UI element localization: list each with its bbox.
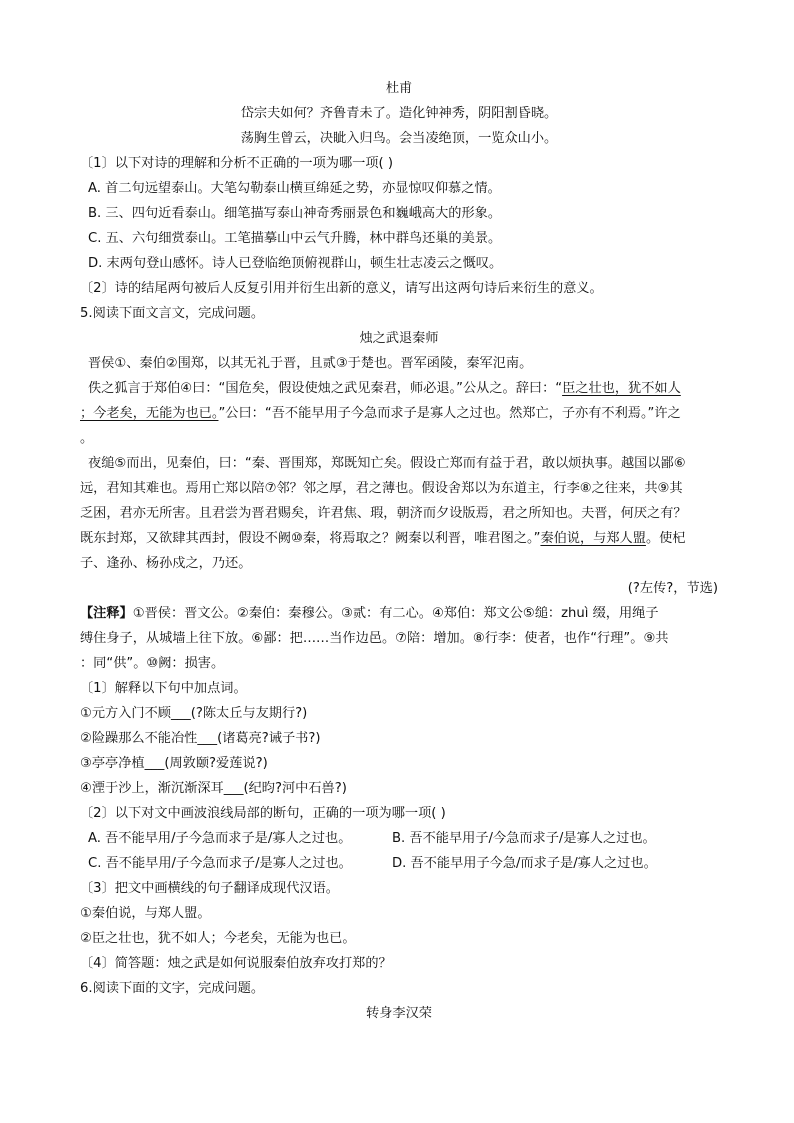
q6-title: 转身李汉荣 — [366, 1006, 432, 1021]
q5-title: 烛之武退秦师 — [359, 331, 439, 346]
q5-para-3-underline: 秦伯说，与郑人盟 — [540, 531, 646, 546]
q5-note-1: ①晋侯：晋文公。②秦伯：秦穆公。③贰：有二心。④郑伯：郑文公⑤缒：zhuì 缀，用绳子 — [132, 606, 659, 621]
q5-sub1-item-4: ④湮于沙上，渐沉渐深耳___(纪昀?河中石兽?) — [80, 781, 347, 796]
q5-sub2-option-c: C. 吾不能早用/子今急而求子/是寡人之过也。 — [88, 856, 352, 871]
q5-para-3d: 既东封郑，又欲肆其西封，假设不阙⑩秦，将焉取之？阙秦以利晋，唯君图之。” — [80, 531, 541, 546]
q5-sub2-option-b: B. 吾不能早用子/今急而求子/是寡人之过也。 — [392, 831, 656, 846]
q5-para-2b: ”公曰：“吾不能早用子今急而求子是寡人之过也。然郑亡，子亦有不利焉。”许之 — [218, 406, 681, 421]
poem-line-2: 荡胸生曾云，决眦入归鸟。会当凌绝顶，一览众山小。 — [240, 131, 558, 146]
q4-option-a: A. 首二句远望泰山。大笔勾勒泰山横亘绵延之势，亦显惊叹仰慕之情。 — [88, 181, 501, 196]
q5-para-3-line-2: 远，君知其难也。焉用亡郑以陪⑦邻？邻之厚，君之薄也。假设舍郑以为东道主，行李⑧之往来，共⑨其 — [80, 481, 683, 496]
q5-notes-line-3: ：同“供”。⑩阙：损害。 — [80, 656, 225, 671]
q5-para-2a: 佚之狐言于郑伯④曰：“国危矣，假设使烛之武见秦君，师必退。”公从之。辞曰：“ — [88, 381, 563, 396]
q5-para-3-line-3: 乏困，君亦无所害。且君尝为晋君赐矣，许君焦、瑕，朝济而夕设版焉，君之所知也。夫晋，何厌之有？ — [80, 506, 687, 521]
q5-note-label: 【注释】 — [80, 606, 133, 621]
q4-sub2: 〔2〕诗的结尾两句被后人反复引用并衍生出新的意义，请写出这两句诗后来衍生的意义。 — [80, 281, 603, 296]
q5-sub1-item-2: ②险躁那么不能冶性___(诸葛亮?诫子书?) — [80, 731, 321, 746]
q5-sub1-item-1: ①元方入门不顾___(?陈太丘与友期行?) — [80, 706, 308, 721]
q5-para-2-line-2 — [80, 401, 718, 426]
q5-notes-line-2: 缚住身子，从城墙上往下放。⑥鄙：把……当作边邑。⑦陪：增加。⑧行李：使者，也作“行理”。⑨共 — [80, 631, 669, 646]
q5-sub2-option-d: D. 吾不能早用子今急/而求子是/寡人之过也。 — [392, 856, 657, 871]
poem-author: 杜甫 — [385, 81, 413, 96]
q5-intro: 5.阅读下面文言文，完成问题。 — [80, 306, 265, 321]
q6-intro: 6.阅读下面的文字，完成问题。 — [80, 981, 265, 996]
q5-sub2-options-row-1 — [80, 826, 718, 851]
q4-sub1: 〔1〕以下对诗的理解和分析不正确的一项为哪一项( ) — [80, 156, 393, 171]
q5-sub1-title: 〔1〕解释以下句中加点词。 — [80, 681, 247, 696]
q4-option-c: C. 五、六句细赏泰山。工笔描摹山中云气升腾，林中群鸟还巢的美景。 — [88, 231, 502, 246]
q5-para-3e: 。使杞 — [645, 531, 686, 546]
q5-sub1-item-3: ③亭亭净植___(周敦颐?爱莲说?) — [80, 756, 268, 771]
q5-para-3-line-4 — [80, 526, 718, 551]
q5-sub2-title: 〔2〕以下对文中画波浪线局部的断句，正确的一项为哪一项( ) — [80, 806, 446, 821]
q5-para-1: 晋侯①、秦伯②围郑，以其无礼于晋，且贰③于楚也。晋军函陵，秦军氾南。 — [88, 356, 533, 371]
q4-option-d: D. 末两句登山感怀。诗人已登临绝顶俯视群山，顿生壮志凌云之慨叹。 — [88, 256, 503, 271]
document-page — [80, 76, 718, 1026]
q5-sub3-item-2: ②臣之壮也，犹不如人；今老矣，无能为也已。 — [80, 931, 356, 946]
q5-notes-line-1 — [80, 601, 718, 626]
q5-para-3-line-1: 夜缒⑤而出，见秦伯，曰：“秦、晋围郑，郑既知亡矣。假设亡郑而有益于君，敢以烦执事。越国以鄙⑥ — [88, 456, 686, 471]
q5-sub2-option-a: A. 吾不能早用/子今急而求子是/寡人之过也。 — [88, 831, 352, 846]
q5-para-2-line-1 — [80, 376, 718, 401]
q5-sub4-title: 〔4〕简答题：烛之武是如何说服秦伯放弃攻打郑的？ — [80, 956, 392, 971]
q5-source: (?左传?，节选) — [627, 581, 718, 596]
poem-line-1: 岱宗夫如何？齐鲁青未了。造化钟神秀，阴阳割昏晓。 — [240, 106, 558, 121]
q5-para-2-line-3: 。 — [80, 431, 94, 446]
q5-sub2-options-row-2 — [80, 851, 718, 876]
q4-option-b: B. 三、四句近看泰山。细笔描写泰山神奇秀丽景色和巍峨高大的形象。 — [88, 206, 502, 221]
q5-sub3-item-1: ①秦伯说，与郑人盟。 — [80, 906, 211, 921]
q5-para-3-line-5: 子、逢孙、杨孙戍之，乃还。 — [80, 556, 252, 571]
q5-para-2-wavy-underline-1: 臣之壮也，犹不如人 — [562, 381, 681, 396]
q5-sub3-title: 〔3〕把文中画横线的句子翻译成现代汉语。 — [80, 881, 339, 896]
q5-para-2-wavy-underline-2: ；今老矣，无能为也已。 — [80, 406, 219, 421]
